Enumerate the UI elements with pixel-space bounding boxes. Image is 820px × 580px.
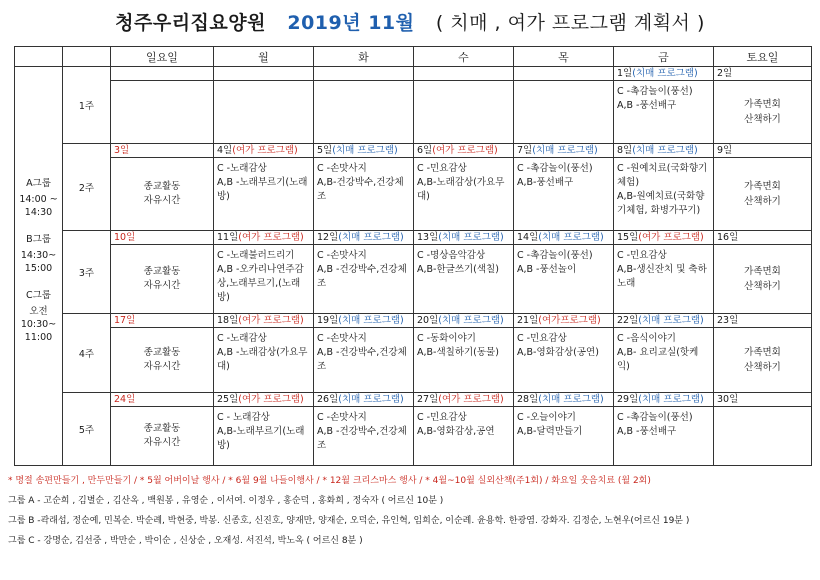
program-line: A,B -건강박수,건강체조 xyxy=(317,426,407,451)
date-cell xyxy=(111,144,214,158)
header-day: 수 xyxy=(414,47,514,67)
program-line: C -노래감상 xyxy=(217,333,267,344)
date-cell xyxy=(514,231,614,245)
date-number: 1일 xyxy=(617,68,633,79)
date-cell xyxy=(314,393,414,407)
program-type: (치매 프로그램) xyxy=(332,145,398,156)
program-line: C -손맛사지 xyxy=(317,250,367,261)
date-cell xyxy=(414,393,514,407)
date-number: 7일 xyxy=(517,145,533,156)
group-label: C그룹 xyxy=(26,290,51,301)
date-cell xyxy=(614,231,714,245)
program-type: (치매 프로그램) xyxy=(438,232,504,243)
date-cell xyxy=(414,67,514,81)
program-line: A,B -건강박수,건강체조 xyxy=(317,347,407,372)
sunday-activity-line: 종교활동 xyxy=(143,266,181,277)
date-cell xyxy=(111,231,214,245)
date-number: 21일 xyxy=(517,315,539,326)
program-cell xyxy=(214,245,314,314)
program-line: C -명상음악감상 xyxy=(417,250,486,261)
date-number: 8일 xyxy=(617,145,633,156)
group-times-cell xyxy=(15,67,63,466)
program-line: A,B-건강박수,건강체조 xyxy=(317,177,404,202)
date-cell xyxy=(314,144,414,158)
program-line: A,B-달력만들기 xyxy=(517,426,583,437)
group-label: A그룹 xyxy=(26,178,51,189)
header-day: 토요일 xyxy=(714,47,812,67)
page-title xyxy=(0,8,820,35)
date-cell xyxy=(714,67,812,81)
program-type: (치매 프로그램) xyxy=(638,394,704,405)
sunday-activity xyxy=(111,328,214,393)
program-line: A,B-노래감상(가요무대) xyxy=(417,177,505,202)
program-row xyxy=(15,81,812,144)
saturday-activity-line: 산책하기 xyxy=(744,196,781,207)
header-day: 금 xyxy=(614,47,714,67)
sunday-activity-line: 자유시간 xyxy=(143,437,181,448)
program-type: (여가 프로그램) xyxy=(232,145,298,156)
date-cell xyxy=(214,314,314,328)
sunday-activity-line: 자유시간 xyxy=(143,361,181,372)
program-line: A,B -노래부르기(노래방) xyxy=(217,177,308,202)
date-number: 4일 xyxy=(217,145,233,156)
program-cell xyxy=(614,81,714,144)
program-cell xyxy=(314,328,414,393)
saturday-activity-line: 가족면회 xyxy=(744,347,781,358)
date-number: 27일 xyxy=(417,394,439,405)
date-cell xyxy=(111,393,214,407)
saturday-activity-line: 가족면회 xyxy=(744,181,781,192)
saturday-activity xyxy=(714,328,812,393)
program-type: (치매 프로그램) xyxy=(338,394,404,405)
date-number: 2일 xyxy=(717,68,733,79)
group-a-members: 그룹 A - 고순희 , 김별순 , 김산옥 , 백원봉 , 유영순 , 이서여. 이정우 , 홍순덕 , 홍화희 , 정숙자 ( 어르신 10분 ) xyxy=(8,496,444,506)
program-cell xyxy=(514,328,614,393)
program-cell xyxy=(314,407,414,466)
program-type: (치매 프로그램) xyxy=(438,315,504,326)
program-line: C -촉감놀이(풍선) xyxy=(517,250,593,261)
program-cell xyxy=(614,407,714,466)
program-type: (여가 프로그램) xyxy=(438,394,504,405)
program-cell xyxy=(214,407,314,466)
date-cell xyxy=(514,393,614,407)
program-row xyxy=(15,328,812,393)
date-number: 28일 xyxy=(517,394,539,405)
date-cell xyxy=(111,314,214,328)
saturday-activity xyxy=(714,407,812,466)
program-row xyxy=(15,158,812,231)
header-day: 일요일 xyxy=(111,47,214,67)
date-number: 10일 xyxy=(114,232,136,243)
date-number: 29일 xyxy=(617,394,639,405)
program-cell xyxy=(214,158,314,231)
program-cell xyxy=(514,81,614,144)
saturday-activity-line: 가족면회 xyxy=(744,266,781,277)
date-number: 20일 xyxy=(417,315,439,326)
date-cell xyxy=(214,67,314,81)
program-line: C -동화이야기 xyxy=(417,333,476,344)
program-type: (치매 프로그램) xyxy=(338,315,404,326)
program-type: (치매 프로그램) xyxy=(538,232,604,243)
saturday-activity-line: 산책하기 xyxy=(744,114,781,125)
group-time: 14:00 ~ 14:30 xyxy=(19,194,58,218)
date-number: 6일 xyxy=(417,145,433,156)
sunday-activity xyxy=(111,158,214,231)
group-label: B그룹 xyxy=(26,234,51,245)
program-type: (여가 프로그램) xyxy=(432,145,498,156)
date-number: 15일 xyxy=(617,232,639,243)
program-type: (치매 프로그램) xyxy=(538,394,604,405)
date-cell xyxy=(714,144,812,158)
date-cell xyxy=(314,231,414,245)
program-type: (치매 프로그램) xyxy=(638,315,704,326)
sunday-activity-line: 자유시간 xyxy=(143,195,181,206)
date-cell xyxy=(214,231,314,245)
date-cell xyxy=(714,231,812,245)
header-blank xyxy=(15,47,63,67)
program-line: A,B -풍선배구 xyxy=(617,426,677,437)
date-cell xyxy=(714,314,812,328)
header-day: 화 xyxy=(314,47,414,67)
date-number: 22일 xyxy=(617,315,639,326)
program-cell xyxy=(314,245,414,314)
saturday-activity-line: 산책하기 xyxy=(744,362,781,373)
date-cell xyxy=(614,314,714,328)
program-cell xyxy=(514,158,614,231)
program-type: (여가 프로그램) xyxy=(238,394,304,405)
program-line: A,B -건강박수,건강체조 xyxy=(317,264,407,289)
program-type: (여가프로그램) xyxy=(538,315,601,326)
date-cell xyxy=(214,144,314,158)
events-note: * 명절 송편만들기 , 만두만들기 / * 5월 어버이날 행사 / * 6월 9월 나들이행사 / * 12월 크리스마스 행사 / * 4월~10월 실외산책(주1회) / 화요일 웃음치료 (월 2회) xyxy=(8,476,651,486)
group-b-members: 그룹 B -곽래섭, 정순예, 민복순. 박순례, 박현중, 박봉. 신종호, 신진호, 양재만, 양재순, 오덕순, 유인혁, 임희순, 이순례. 윤용학. 한광염. 강화자. 김정순, 노현우(어르신 19분 ) xyxy=(8,516,690,526)
date-number: 5일 xyxy=(317,145,333,156)
program-line: A,B-풍선배구 xyxy=(517,177,574,188)
program-line: C -노래불러드리기 xyxy=(217,250,295,261)
program-row xyxy=(15,245,812,314)
date-cell xyxy=(714,393,812,407)
program-cell xyxy=(414,328,514,393)
week-label: 1주 xyxy=(63,67,111,144)
date-cell xyxy=(214,393,314,407)
date-cell xyxy=(614,393,714,407)
program-line: C -오늘이야기 xyxy=(517,412,576,423)
date-number: 14일 xyxy=(517,232,539,243)
sunday-activity-line: 자유시간 xyxy=(143,280,181,291)
header-blank-week xyxy=(63,47,111,67)
sunday-activity xyxy=(111,407,214,466)
date-number: 25일 xyxy=(217,394,239,405)
date-cell xyxy=(514,314,614,328)
sunday-activity xyxy=(111,81,214,144)
org-name: 청주우리집요양원 xyxy=(115,12,266,34)
program-type: (여가 프로그램) xyxy=(238,315,304,326)
sunday-activity-line: 종교활동 xyxy=(143,423,181,434)
program-cell xyxy=(414,245,514,314)
program-cell xyxy=(614,158,714,231)
saturday-activity-line: 가족면회 xyxy=(744,99,781,110)
program-line: C -민요감상 xyxy=(517,333,567,344)
week-label: 3주 xyxy=(63,231,111,314)
program-line: C -민요감상 xyxy=(617,250,667,261)
program-line: C -손맛사지 xyxy=(317,163,367,174)
sunday-activity-line: 종교활동 xyxy=(143,181,181,192)
group-time: 오전 10:30~ 11:00 xyxy=(20,306,57,343)
program-line: A,B-영화감상,공연 xyxy=(417,426,495,437)
date-number: 11일 xyxy=(217,232,239,243)
date-number: 3일 xyxy=(114,145,130,156)
group-time: 14:30~ 15:00 xyxy=(20,250,57,274)
week-label: 5주 xyxy=(63,393,111,466)
date-number: 30일 xyxy=(717,394,739,405)
date-row xyxy=(15,393,812,407)
date-number: 12일 xyxy=(317,232,339,243)
program-line: A,B -오카리나연주감상,노래부르기,(노래방) xyxy=(217,264,304,303)
date-row xyxy=(15,231,812,245)
date-cell xyxy=(414,314,514,328)
program-line: C -음식이야기 xyxy=(617,333,676,344)
date-cell xyxy=(514,67,614,81)
sunday-activity-line: 종교활동 xyxy=(143,347,181,358)
notes-section xyxy=(8,475,816,555)
header-day: 월 xyxy=(214,47,314,67)
program-line: A,B-원예치료(국화향기체험, 화병가꾸기) xyxy=(617,191,705,216)
date-cell xyxy=(314,314,414,328)
title-month: 2019년 11월 xyxy=(287,12,415,34)
date-cell xyxy=(514,144,614,158)
date-number: 24일 xyxy=(114,394,136,405)
program-line: C -민요감상 xyxy=(417,412,467,423)
program-cell xyxy=(314,158,414,231)
program-line: C - 노래감상 xyxy=(217,412,270,423)
program-line: C -촉감놀이(풍선) xyxy=(517,163,593,174)
program-line: C -노래감상 xyxy=(217,163,267,174)
program-line: C -손맛사지 xyxy=(317,412,367,423)
saturday-activity xyxy=(714,158,812,231)
program-line: A,B-노래부르기(노래방) xyxy=(217,426,305,451)
program-cell xyxy=(414,81,514,144)
date-number: 23일 xyxy=(717,315,739,326)
header-day: 목 xyxy=(514,47,614,67)
program-cell xyxy=(614,328,714,393)
program-line: C -손맛사지 xyxy=(317,333,367,344)
program-type: (여가 프로그램) xyxy=(638,232,704,243)
week-label: 2주 xyxy=(63,144,111,231)
group-c-members: 그룹 C - 강명순, 김선중 , 박만순 , 박이순 , 신상순 , 오재성. 서진석, 박노옥 ( 어르신 8분 ) xyxy=(8,536,363,546)
saturday-activity xyxy=(714,81,812,144)
program-line: A,B -풍선놀이 xyxy=(517,264,577,275)
date-cell xyxy=(614,144,714,158)
date-cell xyxy=(314,67,414,81)
program-line: A,B -풍선배구 xyxy=(617,100,677,111)
program-line: A,B-생신잔치 및 축하노래 xyxy=(617,264,707,289)
program-type: (여가 프로그램) xyxy=(238,232,304,243)
program-line: A,B -노래감상(가요무대) xyxy=(217,347,308,372)
title-subtitle: ( 치매 , 여가 프로그램 계획서 ) xyxy=(435,12,705,34)
date-number: 26일 xyxy=(317,394,339,405)
program-row xyxy=(15,407,812,466)
program-cell xyxy=(614,245,714,314)
date-row xyxy=(15,144,812,158)
date-number: 16일 xyxy=(717,232,739,243)
program-line: A,B-영화감상(공연) xyxy=(517,347,599,358)
program-type: (치매 프로그램) xyxy=(632,68,698,79)
date-cell xyxy=(414,231,514,245)
date-row xyxy=(15,67,812,81)
saturday-activity xyxy=(714,245,812,314)
date-cell xyxy=(414,144,514,158)
week-label: 4주 xyxy=(63,314,111,393)
program-cell xyxy=(214,328,314,393)
program-line: A,B-색칠하기(동물) xyxy=(417,347,499,358)
program-line: C -촉감놀이(풍선) xyxy=(617,412,693,423)
date-number: 19일 xyxy=(317,315,339,326)
program-cell xyxy=(514,245,614,314)
program-cell xyxy=(514,407,614,466)
header-row xyxy=(15,47,812,67)
date-row xyxy=(15,314,812,328)
date-number: 18일 xyxy=(217,315,239,326)
saturday-activity-line: 산책하기 xyxy=(744,281,781,292)
date-cell xyxy=(614,67,714,81)
date-cell xyxy=(111,67,214,81)
program-line: C -민요감상 xyxy=(417,163,467,174)
program-type: (치매 프로그램) xyxy=(338,232,404,243)
date-number: 13일 xyxy=(417,232,439,243)
program-line: A,B-한글쓰기(색칠) xyxy=(417,264,499,275)
program-line: A,B- 요리교실(핫케익) xyxy=(617,347,699,372)
program-type: (치매 프로그램) xyxy=(532,145,598,156)
date-number: 9일 xyxy=(717,145,733,156)
program-line: C -촉감놀이(풍선) xyxy=(617,86,693,97)
program-calendar-table xyxy=(14,46,812,466)
sunday-activity xyxy=(111,245,214,314)
date-number: 17일 xyxy=(114,315,136,326)
program-cell xyxy=(314,81,414,144)
program-cell xyxy=(214,81,314,144)
program-cell xyxy=(414,407,514,466)
program-type: (치매 프로그램) xyxy=(632,145,698,156)
program-cell xyxy=(414,158,514,231)
program-line: C -원예치료(국화향기체험) xyxy=(617,163,708,188)
